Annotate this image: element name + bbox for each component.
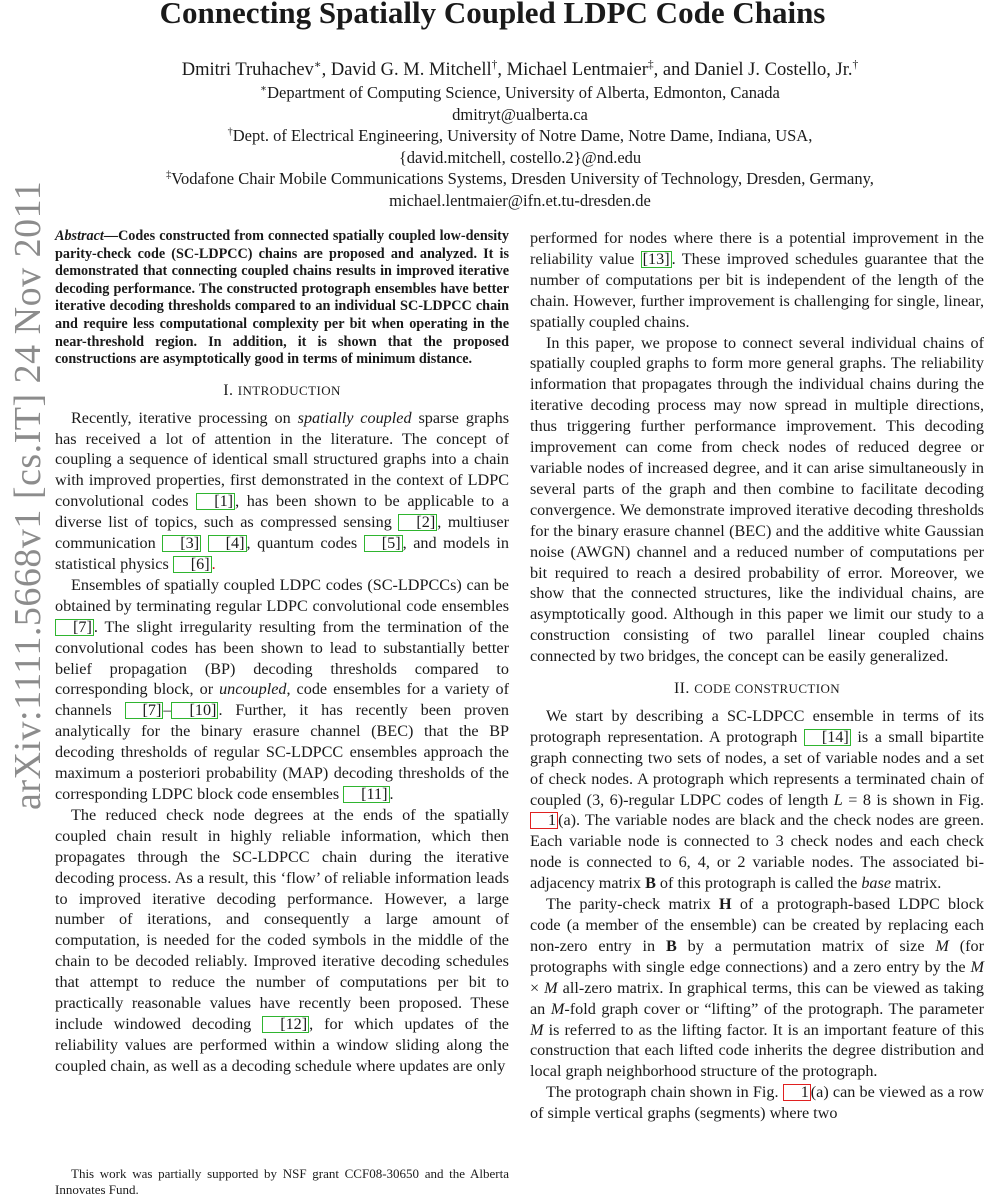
affiliation: †Dept. of Electrical Engineering, University of Notre Dame, Notre Dame, Indiana, USA, (227, 126, 813, 145)
affiliation-email: michael.lentmaier@ifn.et.tu-dresden.de (389, 190, 651, 210)
section-heading: I. INTRODUCTION (223, 381, 341, 399)
affiliation: ∗Department of Computing Science, University of Alberta, Edmonton, Canada (260, 83, 780, 102)
author-name: Daniel J. Costello, Jr. (694, 60, 853, 80)
paragraph: The reduced check node degrees at the ends of the spatially coupled chain result in highly reliable information, which then propagates through the SC-LDPCC chain during the iterative decoding process. As a result, this ‘flow’ of reliable information leads to improved iterative decoding performance. However, a large number of iterations, and consequently a large amount of computation, is needed for the coded symbols in the middle of the chain to be decoded reliably. Improved iterative decoding schedules that attempt to reduce the number of computations per bit to practically reasonable values have recently been proposed. These include windowed decoding [12] , for which updates of the reliability values are performed within a window sliding along the coupled chain, as well as a decoding schedule where updates are only (55, 805, 509, 1075)
author-name: Dmitri Truhachev (181, 60, 314, 80)
author-list: Dmitri Truhachev∗, David G. M. Mitchell†, Michael Lentmaier‡, and Daniel J. Costello, Jr.† (181, 58, 859, 80)
abstract: Abstract—Codes constructed from connected spatially coupled low-density parity-check code (SC-LDPCC) chains are proposed and analyzed. It is demonstrated that connecting coupled chains results in improved iterative decoding performance. The constructed protograph ensembles have better iterative decoding thresholds compared to an individual SC-LDPCC chain and require less computational complexity per bit when operating in the near-threshold region. In addition, it is shown that the proposed constructions are asymptotically good in terms of minimum distance. (55, 228, 509, 368)
paragraph: The parity-check matrix H of a protograph-based LDPC block code (a member of the ensemble) can be created by replacing each non-zero entry in B by a permutation matrix of size M (for protographs with single edge connections) and a zero entry by the M × M all-zero matrix. In graphical terms, this can be viewed as taking an M-fold graph cover or “lifting” of the protograph. The parameter M is referred to as the lifting factor. It is an important feature of this construction that each lifted code inherits the degree distribution and local graph neighborhood structure of the protograph. (530, 895, 985, 1081)
paragraph: We start by describing a SC-LDPCC ensemble in terms of its protograph representation. A protograph [14] is a small bipartite graph connecting two sets of nodes, a set of variable nodes and a set of check nodes. A protograph which represents a terminated chain of coupled (3, 6)-regular LDPC codes of length L = 8 is shown in Fig. 1 (a). The variable nodes are black and the check nodes are green. Each variable node is connected to 3 check nodes and each check node is connected to 6, 4, or 2 variable nodes. The associated bi-adjacency matrix B of this protograph is called the base matrix. (530, 706, 984, 893)
affiliation: ‡Vodafone Chair Mobile Communications Systems, Dresden University of Technology, Dresden, Germany, (166, 169, 874, 188)
left-column (55, 228, 509, 1077)
paragraph: In this paper, we propose to connect several individual chains of spatially coupled graphs to form more general graphs. The reliability information that propagates through the individual chains during the iterative decoding process may now spread in multiple directions, thus triggering further performance improvement. This decoding improvement can come from check nodes of reduced degree or variable nodes of increased degree, and it can arise simultaneously in several parts of the graph and then combine to facilitate decoding convergence. We demonstrate improved iterative decoding thresholds for the binary erasure channel (BEC) and the additive white Gaussian noise (AWGN) channel and a reduced number of computations per bit required to reach a desired probability of error. Moreover, we show that the connected structures, like the individual chains, are asymptotically good. Although in this paper we limit our study to a construction consisting of two parallel linear coupled chains connected by two bridges, the concept can be easily generalized. (530, 333, 984, 666)
paragraph: performed for nodes where there is a potential improvement in the reliability value [13] . These improved schedules guarantee that the number of computations per bit is independent of the length of the chain. However, further improvement is challenging for single, linear, spatially coupled chains. (530, 229, 984, 331)
arxiv-side-label: arXiv:1111.5668v1 [cs.IT] 24 Nov 2011 (7, 180, 49, 810)
footnote: This work was partially supported by NSF grant CCF08-30650 and the Alberta Innovates Fund. (55, 1166, 509, 1197)
author-name: Michael Lentmaier (506, 60, 648, 80)
right-column (530, 228, 984, 1124)
paper-title: Connecting Spatially Coupled LDPC Code Chains (159, 0, 826, 30)
author-name: David G. M. Mitchell (330, 60, 492, 80)
paragraph: Ensembles of spatially coupled LDPC codes (SC-LDPCCs) can be obtained by terminating regular LDPC convolutional code ensembles [7] . The slight irregularity resulting from the termination of the convolutional codes has been shown to lead to substantially better belief propagation (BP) decoding thresholds compared to corresponding block, or uncoupled, code ensembles for a variety of channels [7] – [10] . Further, it has recently been proven analytically for the binary erasure channel (BEC) that the BP decoding thresholds of regular SC-LDPCC ensembles approach the maximum a posteriori probability (MAP) decoding thresholds of the corresponding LDPC block code ensembles [11] . (55, 575, 509, 803)
paragraph: The protograph chain shown in Fig. 1 (a) can be viewed as a row of simple vertical graphs (segments) where two (530, 1083, 985, 1123)
section-heading: II. CODE CONSTRUCTION (673, 680, 841, 698)
affiliation-email: {david.mitchell, costello.2}@nd.edu (398, 147, 642, 167)
affiliation-email: dmitryt@ualberta.ca (452, 104, 588, 124)
paragraph: Recently, iterative processing on spatially coupled sparse graphs has received a lot of attention in the literature. The concept of coupling a sequence of identical small structured graphs into a chain with improved properties, first demonstrated in the context of LDPC convolutional codes [1] , has been shown to be applicable to a diverse list of topics, such as compressed sensing [2] , multiuser communication [3] [4] , quantum codes [5] , and models in statistical physics [6] . (55, 408, 510, 573)
